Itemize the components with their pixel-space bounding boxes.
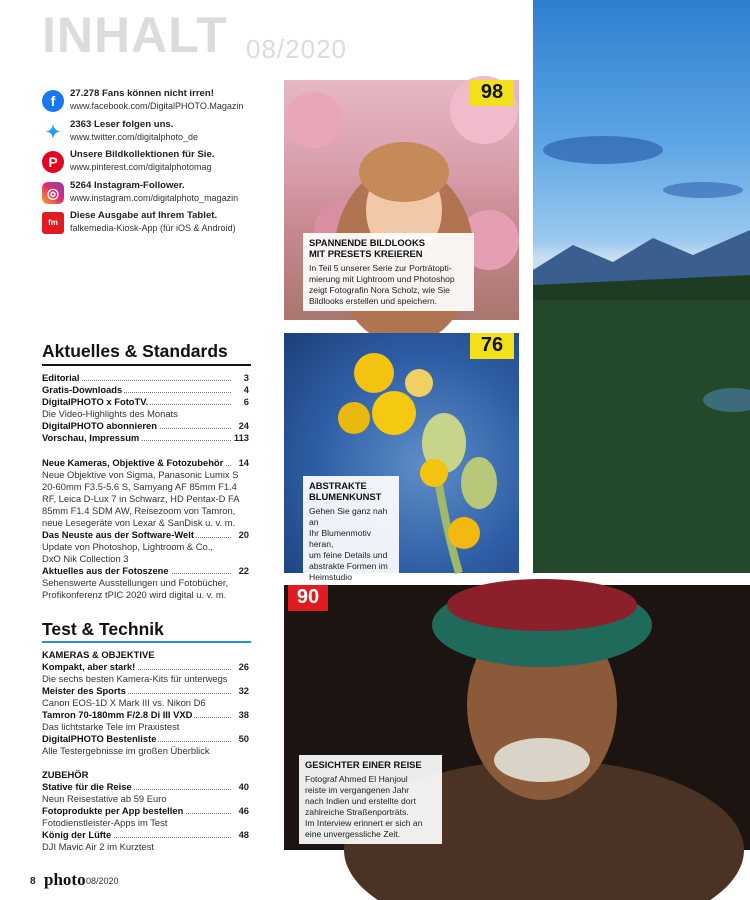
toc-entry[interactable] xyxy=(42,420,249,432)
toc-entry-description: 85mm F1.4 SDM AW, Reisezoom von Tamron, xyxy=(42,505,236,516)
caption-heading xyxy=(305,759,436,770)
caption-body-line: eine unvergessliche Zeit. xyxy=(305,829,401,839)
toc-entry-description: RF, Leica D-Lux 7 in Schwarz, HD Pentax-D FA xyxy=(42,493,240,504)
toc-entry[interactable] xyxy=(42,661,249,673)
toc-entry-description: DJI Mavic Air 2 im Kurztest xyxy=(42,841,155,852)
toc-entry[interactable] xyxy=(42,384,249,396)
social-link[interactable]: www.twitter.com/digitalphoto_de xyxy=(70,131,199,142)
toc-entry-description: Neue Objektive von Sigma, Panasonic Lumix S xyxy=(42,469,239,480)
toc-entry-description: 20-60mm F3.5-5.6 S, Samyang AF 85mm F1.4 xyxy=(42,481,237,492)
toc-aktuelles-news xyxy=(42,457,249,601)
caption-body-line: reiste im vergangenen Jahr xyxy=(305,785,410,795)
social-headline: Diese Ausgabe auf Ihrem Tablet. xyxy=(70,210,218,221)
pinterest-icon: P xyxy=(42,151,64,173)
toc-entry-title: Gratis-Downloads xyxy=(42,384,123,395)
page-badge: 90 xyxy=(288,585,328,611)
caption-heading-line: ABSTRAKTE xyxy=(309,480,367,491)
toc-entry[interactable] xyxy=(42,457,249,469)
toc-page-number: 24 xyxy=(238,420,249,431)
toc-entry[interactable] xyxy=(42,829,249,841)
toc-entry-title: Kompakt, aber stark! xyxy=(42,661,136,672)
article-panel-travel[interactable] xyxy=(284,585,750,850)
footer-issue: 08/2020 xyxy=(86,876,119,886)
toc-entry[interactable] xyxy=(42,372,249,384)
caption-body xyxy=(309,506,393,594)
toc-entry-title: Stative für die Reise xyxy=(42,781,132,792)
toc-entry-description: Sehenswerte Ausstellungen und Fotobücher, xyxy=(42,577,229,588)
category-label: ZUBEHÖR xyxy=(42,769,89,780)
toc-entry[interactable] xyxy=(42,709,249,721)
toc-entry-title: Vorschau, Impressum xyxy=(42,432,140,443)
toc-page-number: 50 xyxy=(238,733,249,744)
toc-entry[interactable] xyxy=(42,685,249,697)
toc-entry[interactable] xyxy=(42,396,249,408)
article-caption xyxy=(303,476,399,598)
toc-entry[interactable] xyxy=(42,565,249,577)
landscape-illustration xyxy=(533,0,750,573)
toc-page-number: 32 xyxy=(238,685,249,696)
toc-entry-description: Fotodienstleister-Apps im Test xyxy=(42,817,168,828)
toc-page-number: 3 xyxy=(243,372,249,383)
facebook-icon: f xyxy=(42,90,64,112)
page-number: 8 xyxy=(30,876,36,887)
toc-entry-description: Die Video-Highlights des Monats xyxy=(42,408,178,419)
caption-body-line: Ihr Blumenmotiv heran, xyxy=(309,528,372,549)
social-link[interactable]: www.facebook.com/DigitalPHOTO.Magazin xyxy=(70,101,244,111)
toc-entry-description: DxO Nik Collection 3 xyxy=(42,553,129,564)
article-panel-flower[interactable] xyxy=(284,333,519,582)
instagram-icon: ◎ xyxy=(42,182,64,204)
caption-body-line: zahlreiche Straßenporträts. xyxy=(305,807,409,817)
toc-page-number: 20 xyxy=(238,529,249,540)
toc-page-number: 48 xyxy=(238,829,249,840)
caption-body xyxy=(305,774,436,840)
caption-body-line: abstrakte Formen im xyxy=(309,561,388,571)
caption-body-line: um feine Details und xyxy=(309,550,388,560)
magazine-logo: photo xyxy=(44,870,86,889)
section-divider xyxy=(42,364,251,366)
page-title: INHALT xyxy=(42,7,228,63)
falkemedia-kiosk-icon: fm xyxy=(42,212,64,234)
social-link[interactable]: www.pinterest.com/digitalphotomag xyxy=(70,162,212,172)
section-divider xyxy=(42,641,251,643)
toc-entry-description: Canon EOS-1D X Mark III vs. Nikon D6 xyxy=(42,697,206,708)
section-heading-test: Test & Technik xyxy=(42,619,164,639)
caption-heading-line: SPANNENDE BILDLOOKS xyxy=(309,237,425,248)
caption-body xyxy=(309,263,468,307)
toc-page-number: 38 xyxy=(238,709,249,720)
caption-body-line: Im Interview erinnert er sich an xyxy=(305,818,423,828)
toc-entry-title: König der Lüfte xyxy=(42,829,112,840)
toc-entry[interactable] xyxy=(42,733,249,745)
caption-body-line: mierung mit Lightroom und Photoshop xyxy=(309,274,455,284)
toc-entry-description: Neun Reisestative ab 59 Euro xyxy=(42,793,167,804)
toc-entry[interactable] xyxy=(42,529,249,541)
caption-heading-line: GESICHTER EINER REISE xyxy=(305,759,422,770)
caption-heading-line: BLUMENKUNST xyxy=(309,491,382,502)
toc-page-number: 4 xyxy=(243,384,249,395)
toc-entry-title: Aktuelles aus der Fotoszene xyxy=(42,565,169,576)
caption-heading xyxy=(309,237,468,259)
toc-entry-title: DigitalPHOTO Bestenliste xyxy=(42,733,157,744)
social-headline: 2363 Leser folgen uns. xyxy=(70,118,174,130)
caption-body-line: Fotograf Ahmed El Hanjoul xyxy=(305,774,408,784)
toc-entry-description: Die sechs besten Kamera-Kits für unterwegs xyxy=(42,673,228,684)
toc-entry-description: neue Lesegeräte von Lexar & SanDisk u. v. m. xyxy=(42,517,236,528)
twitter-icon: ✦ xyxy=(42,121,64,143)
toc-entry-title: Meister des Sports xyxy=(42,685,126,696)
article-panel-portrait[interactable] xyxy=(284,80,519,320)
article-caption xyxy=(299,755,442,844)
section-heading-aktuelles: Aktuelles & Standards xyxy=(42,341,228,361)
toc-page-number: 46 xyxy=(238,805,249,816)
toc-entry-title: Das Neuste aus der Software-Welt xyxy=(42,529,194,540)
toc-entry-description: Profikonferenz tPIC 2020 wird digital u. v. m. xyxy=(42,589,227,600)
social-headline: 5264 Instagram-Follower. xyxy=(70,179,185,191)
social-link[interactable]: falkemedia-Kiosk-App (für iOS & Android) xyxy=(70,223,236,233)
toc-page-number: 26 xyxy=(238,661,249,672)
toc-entry-title: Neue Kameras, Objektive & Fotozubehör xyxy=(42,457,224,468)
toc-page-number: 40 xyxy=(238,781,249,792)
toc-entry-title: DigitalPHOTO x FotoTV. xyxy=(42,396,149,407)
toc-test-zubehoer xyxy=(42,769,249,853)
caption-heading-line: MIT PRESETS KREIEREN xyxy=(309,248,423,259)
toc-page-number: 22 xyxy=(238,565,249,576)
toc-page-number: 113 xyxy=(233,432,249,443)
toc-entry-description: Das lichtstarke Tele im Praxistest xyxy=(42,721,180,732)
social-headline: 27.278 Fans können nicht irren! xyxy=(70,88,214,99)
toc-entry[interactable] xyxy=(42,781,249,793)
caption-body-line: Heimstudio xyxy=(309,572,352,582)
toc-entry-title: DigitalPHOTO abonnieren xyxy=(42,420,157,431)
toc-entry-title: Editorial xyxy=(42,372,80,383)
landscape-photo xyxy=(533,0,750,573)
toc-entry[interactable] xyxy=(42,432,249,444)
social-item[interactable] xyxy=(42,119,282,149)
article-caption xyxy=(303,233,474,311)
toc-page-number: 14 xyxy=(238,457,249,468)
toc-entry-title: Fotoprodukte per App bestellen xyxy=(42,805,184,816)
social-item[interactable] xyxy=(42,180,282,210)
toc-entry-description: Update von Photoshop, Lightroom & Co., xyxy=(42,541,213,552)
social-link[interactable]: www.instagram.com/digitalphoto_magazin xyxy=(70,192,239,203)
caption-body-line: Gehen Sie ganz nah an xyxy=(309,506,388,527)
toc-page-number: 6 xyxy=(243,396,249,407)
page-badge: 98 xyxy=(470,80,514,106)
caption-body-line: nach Indien und erstellte dort xyxy=(305,796,416,806)
social-item[interactable] xyxy=(42,210,282,240)
toc-entry[interactable] xyxy=(42,805,249,817)
issue-number: 08/2020 xyxy=(246,34,347,64)
caption-body-line: In Teil 5 unserer Serie zur Porträtopti- xyxy=(309,263,452,273)
toc-entry-description: Alle Testergebnisse im großen Überblick xyxy=(42,745,210,756)
caption-body-line: Bildlooks erstellen und speichern. xyxy=(309,296,438,306)
social-item[interactable] xyxy=(42,149,282,179)
caption-body-line: zeigt Fotografin Nora Scholz, wie Sie xyxy=(309,285,450,295)
social-headline: Unsere Bildkollektionen für Sie. xyxy=(70,149,215,160)
social-item[interactable] xyxy=(42,88,282,118)
caption-heading xyxy=(309,480,393,502)
category-label: KAMERAS & OBJEKTIVE xyxy=(42,649,155,660)
toc-aktuelles-standards xyxy=(42,372,249,444)
page-badge: 76 xyxy=(470,333,514,359)
toc-test-kameras xyxy=(42,649,249,757)
toc-entry-title: Tamron 70-180mm F/2.8 Di III VXD xyxy=(42,709,193,720)
